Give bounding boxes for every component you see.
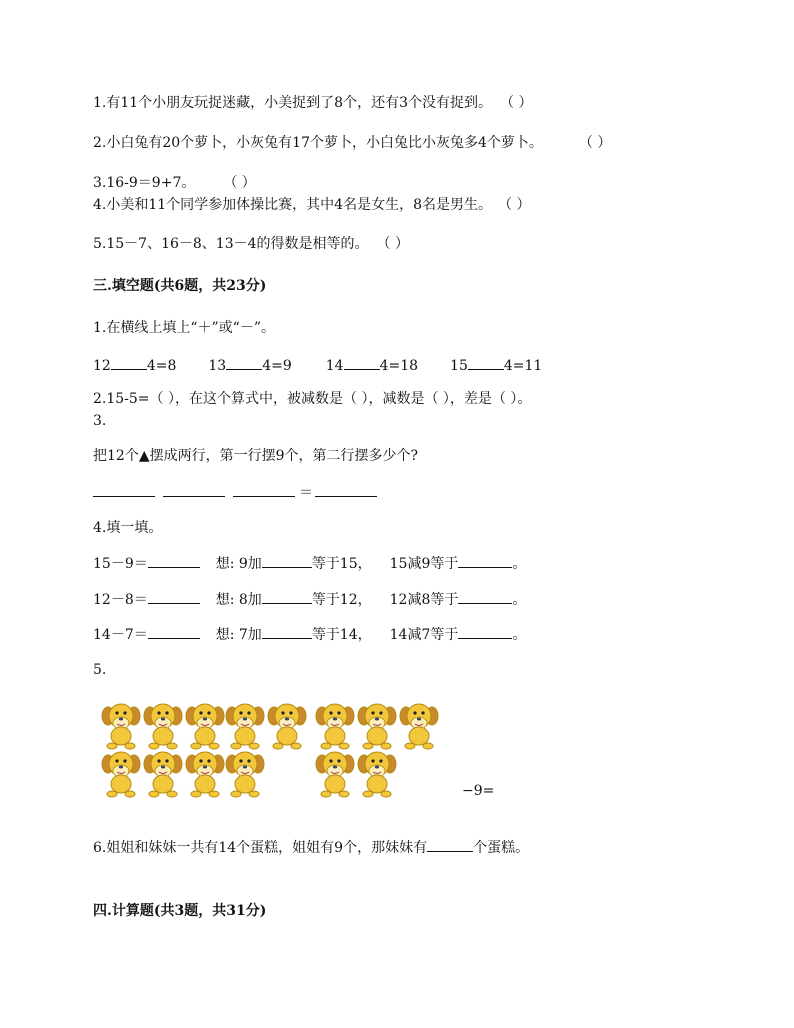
answer-blank[interactable] <box>111 356 147 370</box>
answer-blank[interactable] <box>262 625 312 639</box>
dog-figure <box>184 702 226 750</box>
fill-q1-a1: 12 <box>93 358 111 374</box>
dog-figure <box>224 750 266 798</box>
answer-blank[interactable] <box>233 483 295 497</box>
row-eq: 等于12， <box>311 592 372 608</box>
judge-q2-paren: （ ） <box>578 135 612 151</box>
judge-q3-text: 3.16-9＝9+7。 <box>93 175 196 191</box>
judge-q1 <box>93 94 532 112</box>
fill-q1-b4: 4=11 <box>503 358 543 374</box>
answer-blank[interactable] <box>148 554 200 568</box>
dog-figure <box>100 750 142 798</box>
fill-q2: 2.15-5=（ ），在这个算式中，被减数是（ ），减数是（ ），差是（ ）。 <box>93 391 532 407</box>
row-expr: 15－9＝ <box>93 556 148 572</box>
fill-q4-row <box>93 554 526 573</box>
dog-figure <box>266 702 308 750</box>
fill-q1-b3: 4=18 <box>379 358 419 374</box>
dog-figure <box>356 702 398 750</box>
dog-figure <box>398 702 440 750</box>
answer-blank[interactable] <box>468 356 504 370</box>
judge-q5 <box>93 235 409 253</box>
fill-q6-pre: 6.姐姐和妹妹一共有14个蛋糕，姐姐有9个，那妹妹有 <box>93 840 428 856</box>
answer-blank[interactable] <box>262 590 312 604</box>
fill-q5-num: 5. <box>93 662 107 678</box>
row-think: 想: 9加 <box>215 556 262 572</box>
answer-blank[interactable] <box>315 483 377 497</box>
dog-figure <box>184 750 226 798</box>
judge-q4-paren: （ ） <box>498 197 531 213</box>
answer-blank[interactable] <box>93 483 155 497</box>
fill-q4-row <box>93 590 526 609</box>
fill-q1-a4: 15 <box>450 358 468 374</box>
judge-q3-paren: （ ） <box>223 175 256 191</box>
fill-q4-row <box>93 625 526 644</box>
dog-figure <box>142 702 184 750</box>
fill-q1-items <box>93 356 542 375</box>
answer-blank[interactable] <box>458 554 512 568</box>
row-eq: 等于14， <box>311 627 372 643</box>
row-sub: 12减8等于 <box>389 592 459 608</box>
judge-q5-paren: （ ） <box>376 236 409 252</box>
answer-blank[interactable] <box>262 554 312 568</box>
fill-q5-formula: −9= <box>462 783 495 799</box>
answer-blank[interactable] <box>163 483 225 497</box>
row-sub: 14减7等于 <box>389 627 459 643</box>
judge-q4-text: 4.小美和11个同学参加体操比赛，其中4名是女生，8名是男生。 <box>93 197 492 213</box>
row-end: 。 <box>512 592 527 608</box>
row-end: 。 <box>512 556 527 572</box>
judge-q1-paren: （ ） <box>500 95 533 111</box>
dog-figure <box>100 702 142 750</box>
fill-q4-title: 4.填一填。 <box>93 520 163 536</box>
row-expr: 14－7＝ <box>93 627 148 643</box>
fill-q1-a2: 13 <box>208 358 227 374</box>
fill-q1-b1: 4=8 <box>146 358 177 374</box>
fill-q6 <box>93 838 529 857</box>
fill-q6-post: 个蛋糕。 <box>473 840 530 856</box>
fill-q3-num: 3. <box>93 413 107 429</box>
answer-blank[interactable] <box>226 356 262 370</box>
row-think: 想: 8加 <box>215 592 262 608</box>
fill-q1-a3: 14 <box>325 358 344 374</box>
answer-blank[interactable] <box>427 838 473 852</box>
answer-blank[interactable] <box>148 590 200 604</box>
dog-figure <box>224 702 266 750</box>
fill-q3-prompt: 把12个▲摆成两行，第一行摆9个，第二行摆多少个? <box>93 448 418 464</box>
dog-figure <box>142 750 184 798</box>
judge-q1-text: 1.有11个小朋友玩捉迷藏，小美捉到了8个，还有3个没有捉到。 <box>93 95 492 111</box>
dog-figure <box>314 750 356 798</box>
equals-sign: ＝ <box>299 485 313 501</box>
fill-q1-b2: 4=9 <box>262 358 292 374</box>
section3-heading: 三.填空题(共6题，共23分) <box>93 278 267 294</box>
judge-q3 <box>93 174 256 192</box>
row-think: 想: 7加 <box>215 627 262 643</box>
answer-blank[interactable] <box>458 590 512 604</box>
judge-q5-text: 5.15－7、16－8、13－4的得数是相等的。 <box>93 236 369 252</box>
answer-blank[interactable] <box>148 625 200 639</box>
dog-figure <box>314 702 356 750</box>
row-sub: 15减9等于 <box>389 556 459 572</box>
answer-blank[interactable] <box>344 356 380 370</box>
section4-heading: 四.计算题(共3题，共31分) <box>93 903 267 919</box>
judge-q4 <box>93 196 530 214</box>
row-end: 。 <box>512 627 527 643</box>
judge-q2-text: 2.小白兔有20个萝卜，小灰兔有17个萝卜，小白兔比小灰兔多4个萝卜。 <box>93 135 543 151</box>
dog-figure <box>356 750 398 798</box>
fill-q1-prompt: 1.在横线上填上“＋”或“－”。 <box>93 320 275 336</box>
row-eq: 等于15， <box>311 556 372 572</box>
row-expr: 12－8＝ <box>93 592 148 608</box>
fill-q3-equation <box>93 483 377 502</box>
answer-blank[interactable] <box>458 625 512 639</box>
judge-q2 <box>93 134 611 152</box>
